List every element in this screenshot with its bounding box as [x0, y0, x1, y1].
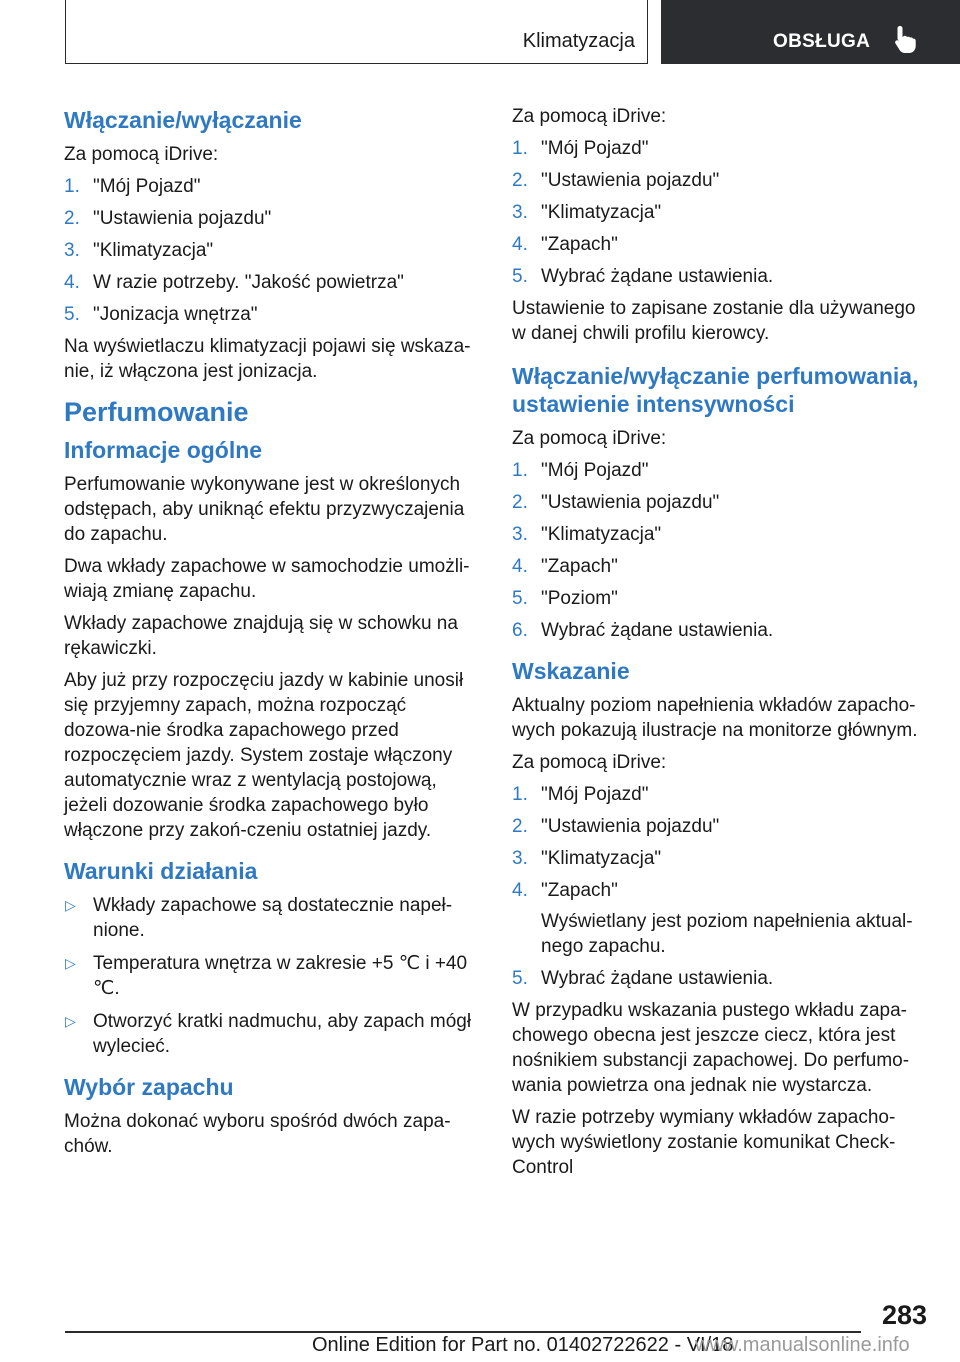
paragraph: Na wyświetlaczu klimatyzacji pojawi się wskaza‐nie, iż włączona jest jonizacja. — [64, 336, 471, 382]
right-column — [512, 100, 930, 1187]
paragraph: Aktualny poziom napełnienia wkładów zapacho‐wych pokazują ilustracje na monitorze głównym. — [512, 695, 918, 741]
paragraph: Za pomocą iDrive: — [512, 428, 667, 449]
list-item: 1. "Mój Pojazd" — [512, 460, 649, 481]
chapter-title: OBSŁUGA — [773, 31, 871, 52]
triangle-bullet-icon: ▷ — [65, 897, 76, 913]
heading-perfumowanie: Perfumowanie — [64, 397, 249, 427]
list-item: 3. "Klimatyzacja" — [512, 848, 662, 869]
list-item: 1. "Mój Pojazd" — [512, 784, 649, 805]
paragraph: Dwa wkłady zapachowe w samochodzie umożli‐wiają zmianę zapachu. — [64, 556, 470, 602]
paragraph: Za pomocą iDrive: — [64, 144, 219, 165]
list-item: 4. W razie potrzeby. "Jakość powietrza" — [64, 272, 404, 293]
list-item: 4. "Zapach" Wyświetlany jest poziom napełnienia aktual‐nego zapachu. — [512, 878, 930, 959]
paragraph: Aby już przy rozpoczęciu jazdy w kabinie unosił się przyjemny zapach, można rozpocząć dozowa‐nie środka zapachowego przed rozpoczęciem jazdy. System zostaje włączony automatycznie wraz z wentylacją postojową, jeżeli dozowanie środka zapachowego było włączone przy zakoń‐czeniu ostatniej jazdy. — [64, 670, 464, 841]
step-note: Wyświetlany jest poziom napełnienia aktual‐nego zapachu. — [541, 911, 913, 957]
list-item: 2. "Ustawienia pojazdu" — [512, 816, 720, 837]
list-item: 2. "Ustawienia pojazdu" — [512, 170, 720, 191]
header-section-box — [65, 0, 648, 64]
watermark: www.manualsonline.info — [695, 1334, 910, 1356]
list-item: 3. "Klimatyzacja" — [512, 524, 662, 545]
list-item: 1. "Mój Pojazd" — [512, 138, 649, 159]
list-item: 3. "Klimatyzacja" — [64, 240, 214, 261]
list-item: 5. Wybrać żądane ustawienia. — [512, 968, 774, 989]
paragraph: Za pomocą iDrive: — [512, 106, 667, 127]
heading-perfumowanie-onoff: Włączanie/wyłączanie perfumowania, ustawienie intensywności — [512, 363, 919, 417]
triangle-bullet-icon: ▷ — [65, 1013, 76, 1029]
left-column — [64, 100, 482, 1166]
paragraph: Ustawienie to zapisane zostanie dla używanego w danej chwili profilu kierowcy. — [512, 298, 916, 344]
list-item: 1. "Mój Pojazd" — [64, 176, 201, 197]
paragraph: W przypadku wskazania pustego wkładu zapa‐chowego obecna jest jeszcze ciecz, która jest nośnikiem substancji zapachowej. Do perfumo‐wania powietrza ona jednak nie wystarcza. — [512, 1000, 910, 1096]
conditions-list — [64, 893, 482, 1059]
list-item: ▷ Wkłady zapachowe są dostatecznie napeł‐nione. — [65, 895, 453, 941]
list-item: 4. "Zapach" — [512, 556, 618, 577]
paragraph: Perfumowanie wykonywane jest w określonych odstępach, aby uniknąć efektu przyzwyczajenia do zapachu. — [64, 474, 465, 545]
list-item: 2. "Ustawienia pojazdu" — [512, 492, 720, 513]
heading-jonizacja-onoff: Włączanie/wyłączanie — [64, 107, 302, 133]
steps-list-jonizacja — [64, 174, 482, 327]
heading-warunki-dzialania: Warunki działania — [64, 858, 258, 884]
steps-list-intensywnosc — [512, 458, 930, 643]
paragraph: Za pomocą iDrive: — [512, 752, 667, 773]
footer-divider — [65, 1331, 861, 1333]
list-item: ▷ Otworzyć kratki nadmuchu, aby zapach mógł wylecieć. — [65, 1011, 472, 1057]
section-title: Klimatyzacja — [522, 30, 635, 52]
page-number: 283 — [881, 1300, 927, 1330]
list-item: 5. Wybrać żądane ustawienia. — [512, 266, 774, 287]
list-item: 6. Wybrać żądane ustawienia. — [512, 620, 774, 641]
heading-wskazanie: Wskazanie — [512, 658, 630, 684]
list-item: 3. "Klimatyzacja" — [512, 202, 662, 223]
list-item: 5. "Jonizacja wnętrza" — [64, 304, 258, 325]
heading-informacje-ogolne: Informacje ogólne — [64, 437, 263, 463]
paragraph: W razie potrzeby wymiany wkładów zapacho‐wych wyświetlony zostanie komunikat Check-Control — [512, 1107, 896, 1178]
steps-list-wskazanie — [512, 782, 930, 991]
list-item: 2. "Ustawienia pojazdu" — [64, 208, 272, 229]
list-item: ▷ Temperatura wnętrza w zakresie +5 ℃ i +40 ℃. — [65, 953, 468, 999]
list-item: 5. "Poziom" — [512, 588, 618, 609]
triangle-bullet-icon: ▷ — [65, 955, 76, 971]
edition-note: Online Edition for Part no. 01402722622 - VI/18 — [312, 1334, 734, 1356]
paragraph: Można dokonać wyboru spośród dwóch zapa‐chów. — [64, 1111, 451, 1157]
chapter-tab — [661, 0, 960, 64]
list-item: 4. "Zapach" — [512, 234, 618, 255]
steps-list-zapach — [512, 136, 930, 289]
heading-wybor-zapachu: Wybór zapachu — [64, 1074, 234, 1100]
pointing-hand-icon — [893, 24, 919, 54]
paragraph: Wkłady zapachowe znajdują się w schowku na rękawiczki. — [64, 613, 458, 659]
